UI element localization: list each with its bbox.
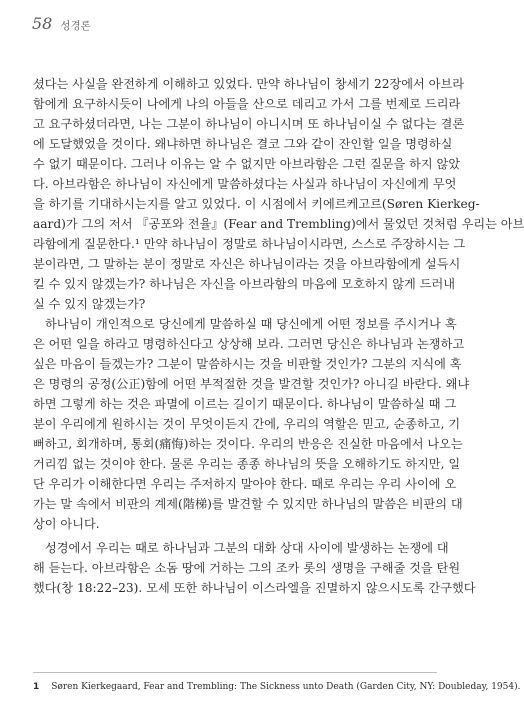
text-line: 싶은 마음이 들겠는가? 그분이 말씀하시는 것을 비판할 것인가? 그분의 지식에 혹 (33, 357, 462, 371)
text-line: 다. 아브라함은 하나님이 자신에게 말씀하셨다는 사실과 하나님이 자신에게 무엇 (33, 177, 457, 191)
text-line: 성경에서 우리는 때로 하나님과 그분의 대화 상대 사이에 발생하는 논쟁에 대 (45, 541, 449, 555)
text-line: 셨다는 사실을 완전하게 이해하고 있었다. 만약 하나님이 창세기 22장에서 아브라 (33, 77, 464, 91)
footnote-text: Søren Kierkegaard, Fear and Trembling: The Sickness unto Death (Garden City, NY: Doubleday, 1954). (51, 682, 521, 692)
text-line: 상이 아니다. (33, 517, 100, 531)
body-text (33, 74, 524, 598)
text-line: 단 우리가 이해한다면 우리는 주저하지 말아야 한다. 때로 우리는 우리 사이에 오 (33, 477, 457, 491)
running-title: 성경론 (60, 20, 91, 32)
text-line: 에 도달했었을 것이다. 왜냐하면 하나님은 결코 그와 같이 잔인할 일을 명령하실 (33, 137, 453, 151)
text-line: 했다(창 18:22–23). 모세 또한 하나님이 이스라엘을 진멸하지 않으시도록 간구했다 (33, 581, 476, 595)
text-line: 수 없기 때문이다. 그러나 이유는 알 수 없지만 아브라함은 그런 질문을 하지 않았 (33, 157, 461, 171)
text-line: aard)가 그의 저서 『공포와 전율』(Fear and Trembling)에서 물었던 것처럼 우리는 아브 (33, 217, 524, 231)
text-line: 분이라면, 그 말하는 분이 정말로 자신은 하나님이라는 것을 아브라함에게 설득시 (33, 257, 461, 271)
text-line: 뻐하고, 회개하며, 통회(痛悔)하는 것이다. 우리의 반응은 진실한 마음에서 나오는 (33, 437, 463, 451)
text-line: 은 명령의 공정(公正)함에 어떤 부적절한 것을 발견할 것인가? 아니길 바란다. 왜냐 (33, 377, 470, 391)
text-line: 분이 우리에게 원하시는 것이 무엇이든지 간에, 우리의 역할은 믿고, 순종하고, 기 (33, 417, 461, 431)
text-line: 실 수 있지 않겠는가? (33, 297, 146, 311)
text-line: 고 요구하셨더라면, 나는 그분이 하나님이 아니시며 또 하나님이실 수 없다는 결론 (33, 117, 465, 131)
text-line: 라함에게 질문한다.¹ 만약 하나님이 정말로 하나님이시라면, 스스로 주장하시는 그 (33, 237, 466, 251)
text-line: 킬 수 있지 않겠는가? 하나님은 자신을 아브라함의 마음에 모호하지 않게 드러내 (33, 277, 456, 291)
text-line: 거리낌 없는 것이야 한다. 물론 우리는 종종 하나님의 뜻을 오해하기도 하지만, 일 (33, 457, 461, 471)
page-header (32, 14, 91, 33)
text-line: 은 어떤 일을 하라고 명령하신다고 상상해 보라. 그러면 당신은 하나님과 논쟁하고 (33, 337, 465, 351)
text-line: 을 하기를 기대하시는지를 알고 있었다. 이 시점에서 키에르케고르(Søren Kierkeg- (33, 197, 480, 211)
text-line: 하나님이 개인적으로 당신에게 말씀하실 때 당신에게 어떤 정보를 주시거나 혹 (45, 317, 457, 331)
text-line: 가는 말 속에서 비판의 계제(階梯)를 발견할 수 있지만 하나님의 말씀은 비판의 대 (33, 497, 463, 511)
footnote-divider (33, 672, 437, 673)
page-number: 58 (32, 14, 53, 33)
text-line: 함에게 요구하시듯이 나에게 나의 아들을 산으로 데리고 가서 그를 번제로 드리라 (33, 97, 461, 111)
text-line: 해 듣는다. 아브라함은 소돔 땅에 거하는 그의 조카 롯의 생명을 구해줄 것을 탄원 (33, 561, 461, 575)
footnote-number: 1 (33, 682, 40, 692)
footnote (33, 681, 521, 693)
text-line: 하면 그렇게 하는 것은 파멸에 이르는 길이기 때문이다. 하나님이 말씀하실 때 그 (33, 397, 457, 411)
